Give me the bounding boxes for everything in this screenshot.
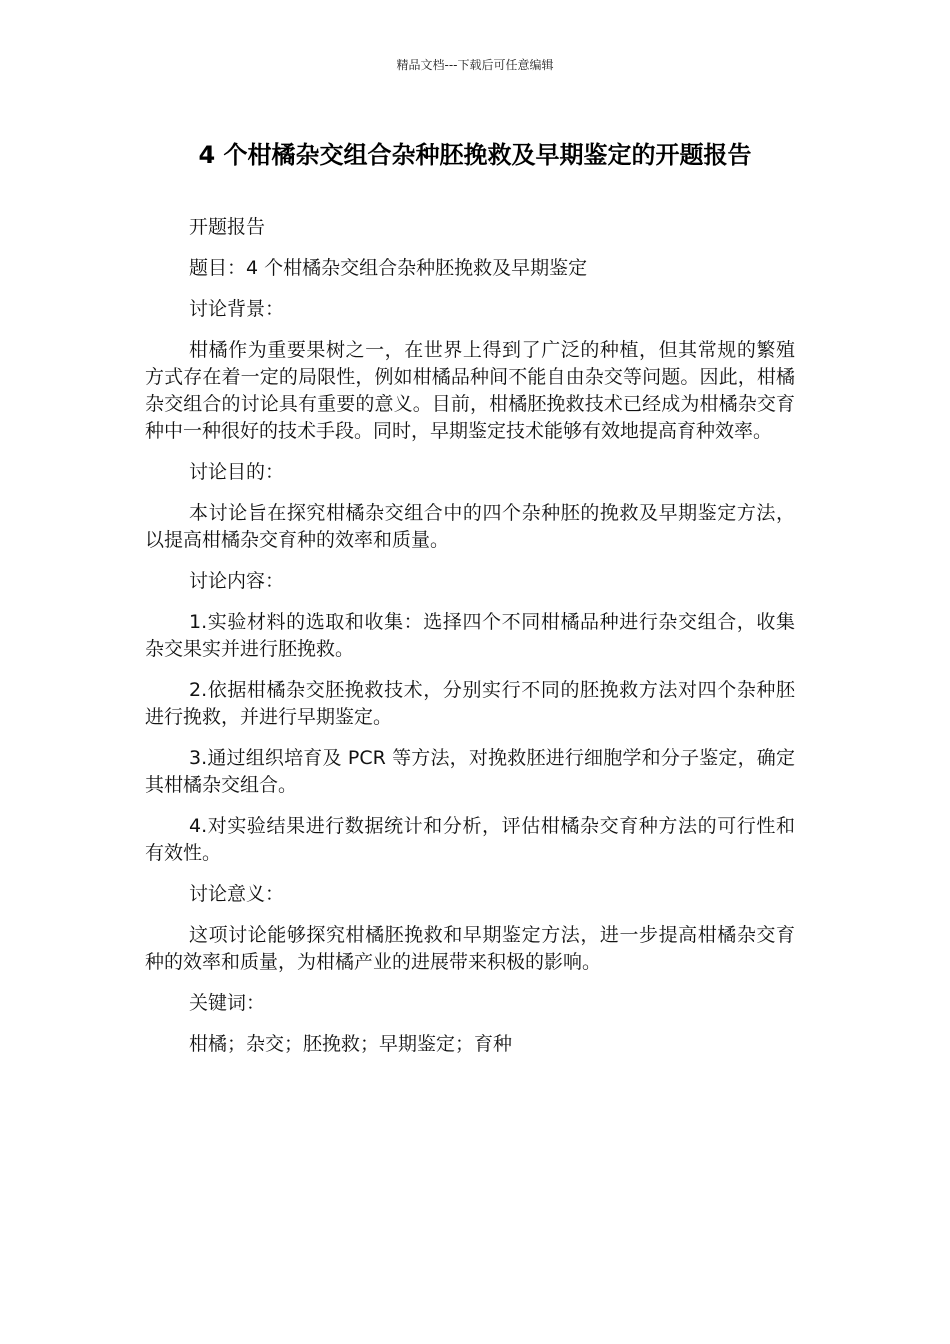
purpose-paragraph: 本讨论旨在探究柑橘杂交组合中的四个杂种胚的挽救及早期鉴定方法，以提高柑橘杂交育种的效率和质量。 <box>145 502 795 551</box>
page-header-note: 精品文档---下载后可任意编辑 <box>396 58 554 72</box>
keywords-line: 柑橘；杂交；胚挽救；早期鉴定；育种 <box>189 1033 513 1055</box>
heading-background: 讨论背景： <box>189 298 285 320</box>
heading-keywords: 关键词： <box>189 992 266 1014</box>
background-paragraph: 柑橘作为重要果树之一，在世界上得到了广泛的种植，但其常规的繁殖方式存在着一定的局限性，例如柑橘品种间不能自由杂交等问题。因此，柑橘杂交组合的讨论具有重要的意义。目前，柑橘胚挽救技术已经成为柑橘杂交育种中一种很好的技术手段。同时，早期鉴定技术能够有效地提高育种效率。 <box>145 339 795 442</box>
section-label-report: 开题报告 <box>189 216 266 238</box>
significance-paragraph: 这项讨论能够探究柑橘胚挽救和早期鉴定方法，进一步提高柑橘杂交育种的效率和质量，为柑橘产业的进展带来积极的影响。 <box>145 924 795 973</box>
heading-content: 讨论内容： <box>189 570 285 592</box>
content-item-2: 2.依据柑橘杂交胚挽救技术，分别实行不同的胚挽救方法对四个杂种胚进行挽救，并进行早期鉴定。 <box>145 679 795 728</box>
document-title: 4 个柑橘杂交组合杂种胚挽救及早期鉴定的开题报告 <box>198 141 752 169</box>
heading-purpose: 讨论目的： <box>189 461 285 483</box>
content-item-4: 4.对实验结果进行数据统计和分析，评估柑橘杂交育种方法的可行性和有效性。 <box>145 815 795 864</box>
content-item-3: 3.通过组织培育及 PCR 等方法，对挽救胚进行细胞学和分子鉴定，确定其柑橘杂交组合。 <box>145 747 795 796</box>
content-item-1: 1.实验材料的选取和收集：选择四个不同柑橘品种进行杂交组合，收集杂交果实并进行胚挽救。 <box>145 611 795 660</box>
topic-line: 题目：4 个柑橘杂交组合杂种胚挽救及早期鉴定 <box>189 257 588 279</box>
heading-significance: 讨论意义： <box>189 883 285 905</box>
document-body <box>145 214 795 1072</box>
